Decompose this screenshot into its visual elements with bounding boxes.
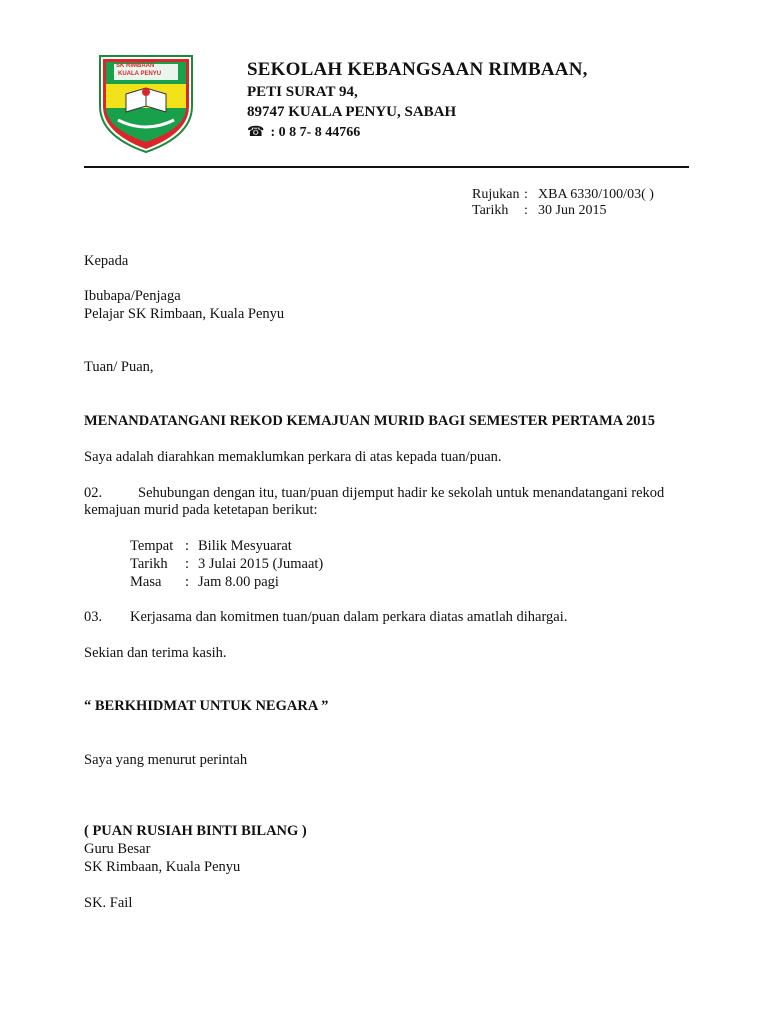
subject-heading: MENANDATANGANI REKOD KEMAJUAN MURID BAGI SEMESTER PERTAMA 2015	[84, 413, 656, 429]
paragraph-3	[84, 609, 567, 626]
school-name: SEKOLAH KEBANGSAAN RIMBAAN,	[247, 59, 588, 80]
paragraph-2-number: 02.	[84, 485, 103, 501]
address-line-1: PETI SURAT 94,	[247, 84, 358, 100]
detail-value: 3 Julai 2015 (Jumaat)	[198, 556, 324, 572]
paragraph-2-line-1	[84, 485, 664, 502]
tarikh-colon: :	[524, 203, 528, 218]
tarikh-value: 30 Jun 2015	[538, 203, 607, 218]
paragraph-2-line-2: kemajuan murid pada ketetapan berikut:	[84, 502, 318, 518]
rujukan-label: Rujukan	[472, 187, 520, 202]
detail-value: Bilik Mesyuarat	[198, 538, 292, 554]
tarikh-label: Tarikh	[472, 203, 509, 218]
detail-colon: :	[185, 538, 190, 554]
salutation: Tuan/ Puan,	[84, 359, 154, 375]
telephone-icon: ☎	[247, 125, 265, 140]
detail-row-tempat	[130, 538, 292, 555]
paragraph-3-number: 03.	[84, 609, 103, 625]
recipient-line-1: Ibubapa/Penjaga	[84, 288, 181, 304]
paragraph-2-text: Sehubungan dengan itu, tuan/puan dijemput hadir ke sekolah untuk menandatangani rekod	[138, 485, 665, 501]
phone-number: : 0 8 7- 8 44766	[270, 125, 361, 140]
detail-colon: :	[185, 556, 190, 572]
date-row	[472, 203, 606, 219]
detail-label: Tarikh	[130, 556, 168, 572]
detail-value: Jam 8.00 pagi	[198, 574, 279, 590]
motto: “ BERKHIDMAT UNTUK NEGARA ”	[84, 698, 329, 714]
recipient-line-2: Pelajar SK Rimbaan, Kuala Penyu	[84, 306, 285, 322]
detail-label: Masa	[130, 574, 162, 590]
detail-row-tarikh	[130, 556, 323, 573]
address-line-2: 89747 KUALA PENYU, SABAH	[247, 104, 457, 120]
detail-row-masa	[130, 574, 279, 591]
closing-line: Sekian dan terima kasih.	[84, 645, 227, 661]
signatory-name: ( PUAN RUSIAH BINTI BILANG )	[84, 823, 307, 839]
detail-label: Tempat	[130, 538, 174, 554]
signatory-title: Guru Besar	[84, 841, 151, 857]
phone-line	[247, 124, 360, 141]
paragraph-1: Saya adalah diarahkan memaklumkan perkara di atas kepada tuan/puan.	[84, 449, 502, 465]
letterhead-divider	[84, 166, 689, 168]
paragraph-3-text: Kerjasama dan komitmen tuan/puan dalam perkara diatas amatlah dihargai.	[130, 609, 568, 625]
detail-colon: :	[185, 574, 190, 590]
signatory-school: SK Rimbaan, Kuala Penyu	[84, 859, 241, 875]
signoff: Saya yang menurut perintah	[84, 752, 248, 768]
logo-text-line1: SK RIMBAAN	[116, 63, 155, 69]
cc-line: SK. Fail	[84, 895, 133, 911]
recipient-kepada: Kepada	[84, 253, 129, 269]
logo-text-line2: KUALA PENYU	[118, 71, 162, 77]
rujukan-colon: :	[524, 187, 528, 202]
rujukan-value: XBA 6330/100/03( )	[538, 187, 654, 202]
reference-row	[472, 187, 654, 203]
